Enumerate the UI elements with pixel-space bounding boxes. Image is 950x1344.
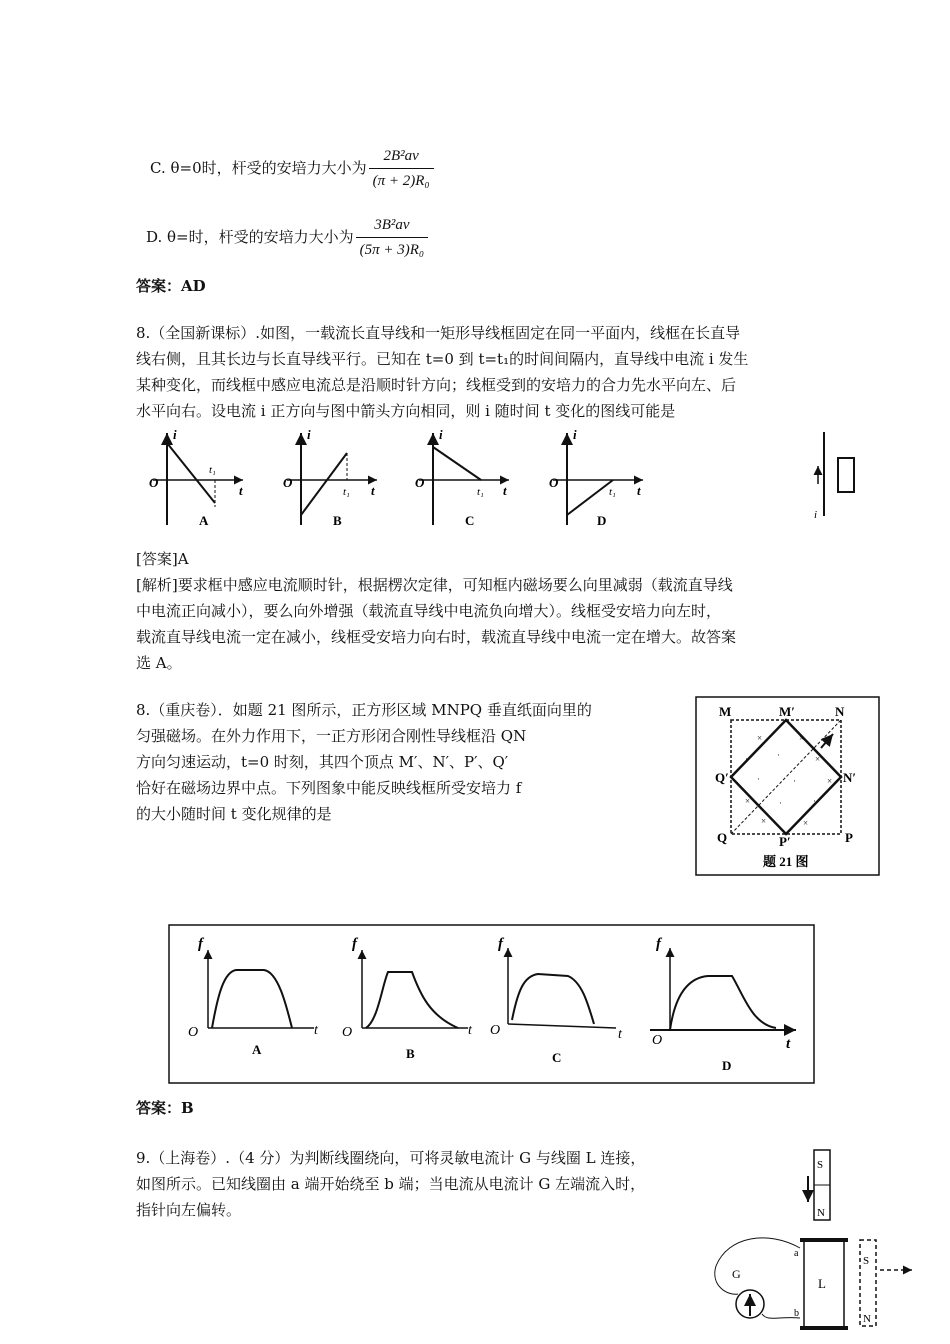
- q8a-c-tick: t₁: [477, 486, 484, 498]
- option-d-numerator: 3B²av: [356, 215, 429, 238]
- q8b-a-label: A: [252, 1042, 262, 1057]
- q8b-line-1: 8.（重庆卷）．如题 21 图所示，正方形区域 MNPQ 垂直纸面向里的: [136, 701, 592, 719]
- q8a-b-origin: O: [283, 475, 293, 490]
- q8b-d-label: D: [722, 1058, 732, 1073]
- q8b-graphs: [168, 924, 815, 1084]
- q9-dashed-magnet-s: S: [863, 1255, 870, 1267]
- fig21-m: M: [719, 704, 732, 719]
- svg-text:·: ·: [777, 750, 780, 760]
- q8a-analysis-3: 载流直导线电流一定在减小，线框受安培力向右时，载流直导线中电流一定在增大。故答案: [136, 628, 737, 646]
- q8a-d-xaxis: t: [637, 483, 641, 498]
- q9-coil-b: b: [794, 1308, 799, 1319]
- q8a-c-origin: O: [415, 475, 425, 490]
- q8a-d-label: D: [597, 513, 607, 528]
- q9-galvanometer-g: G: [732, 1267, 741, 1281]
- q8a-line-1: 8.（全国新课标）.如图，一载流长直导线和一矩形导线框固定在同一平面内，线框在长直导: [136, 324, 741, 342]
- q8b-d-xaxis: t: [786, 1036, 791, 1052]
- svg-text:×: ×: [761, 816, 767, 826]
- q8a-b-label: B: [333, 513, 342, 528]
- option-c-denominator: (π + 2)R₀: [372, 172, 430, 189]
- q8a-d-tick: t₁: [609, 486, 616, 498]
- fig21-p: P: [845, 830, 853, 845]
- q9-magnet-s: S: [817, 1159, 824, 1171]
- q8a-line-2: 线右侧，且其长边与长直导线平行。已知在 t=0 到 t=t₁的时间间隔内，直导线中电流 i 发生: [136, 350, 749, 368]
- fig21-caption: 题 21 图: [763, 854, 809, 869]
- wire-current-label: i: [814, 509, 818, 520]
- q8a-d-origin: O: [549, 475, 559, 490]
- q8b-a-yaxis: f: [198, 936, 203, 952]
- q8b-c-xaxis: t: [618, 1027, 622, 1042]
- svg-text:·: ·: [779, 798, 782, 808]
- q8a-b-yaxis: i: [307, 427, 311, 442]
- q9-line-3: 指针向左偏转。: [136, 1201, 242, 1219]
- q9-line-2: 如图所示。已知线圈由 a 端开始绕至 b 端；当电流从电流计 G 左端流入时，: [136, 1175, 646, 1193]
- fig21-m-prime: M′: [779, 704, 795, 719]
- q9-coil-l: L: [818, 1276, 826, 1291]
- q9-line-1: 9.（上海卷）.（4 分）为判断线圈绕向，可将灵敏电流计 G 与线圈 L 连接，: [136, 1149, 646, 1167]
- q8a-graphs: [135, 425, 655, 535]
- q8b-c-label: C: [552, 1050, 562, 1065]
- q8a-analysis-1: [解析]要求框中感应电流顺时针，根据楞次定律，可知框内磁场要么向里减弱（载流直导线: [136, 576, 733, 594]
- option-c-text: C. θ=0时，杆受的安培力大小为: [150, 159, 367, 177]
- q8b-d-origin: O: [652, 1033, 663, 1048]
- q8a-graph-d: [549, 427, 643, 528]
- q8b-a-origin: O: [188, 1025, 199, 1040]
- q8b-d-yaxis: f: [656, 936, 661, 952]
- q8b-line-4: 恰好在磁场边界中点。下列图象中能反映线框所受安培力 f: [136, 779, 522, 797]
- q8a-graph-b: [283, 427, 377, 528]
- q8a-graph-c: [415, 427, 509, 528]
- q8a-a-tick: t₁: [209, 464, 216, 476]
- q8a-answer: [答案]A: [136, 550, 189, 568]
- fig21-n: N: [835, 704, 845, 719]
- answer-ad: 答案：AD: [136, 277, 206, 295]
- fig21-q-prime: Q′: [715, 770, 729, 785]
- q8b-c-yaxis: f: [498, 936, 503, 952]
- option-d: [146, 212, 428, 262]
- q8a-d-yaxis: i: [573, 427, 577, 442]
- q8a-a-yaxis: i: [173, 427, 177, 442]
- q8a-graph-a: [149, 427, 243, 528]
- q8b-b-origin: O: [342, 1025, 353, 1040]
- option-c: [150, 143, 434, 193]
- svg-text:×: ×: [803, 818, 809, 828]
- option-d-text: D. θ=时，杆受的安培力大小为: [146, 228, 354, 246]
- svg-text:×: ×: [799, 733, 805, 743]
- q8a-c-xaxis: t: [503, 483, 507, 498]
- q8a-c-yaxis: i: [439, 427, 443, 442]
- q8b-line-5: 的大小随时间 t 变化规律的是: [136, 805, 332, 823]
- q8a-a-origin: O: [149, 475, 159, 490]
- q9-coil-a: a: [794, 1248, 799, 1259]
- option-c-numerator: 2B²av: [369, 146, 434, 169]
- q8a-b-xaxis: t: [371, 483, 375, 498]
- svg-text:·: ·: [793, 776, 796, 786]
- q8b-b-xaxis: t: [468, 1023, 472, 1038]
- q8b-c-origin: O: [490, 1023, 501, 1038]
- q9-dashed-magnet-n: N: [863, 1313, 871, 1325]
- q8a-line-3: 某种变化，而线框中感应电流总是沿顺时针方向；线框受到的安培力的合力先水平向左、后: [136, 376, 737, 394]
- option-d-fraction: [356, 215, 429, 260]
- svg-text:×: ×: [745, 796, 751, 806]
- figure-21: [695, 696, 880, 876]
- q8a-c-label: C: [465, 513, 475, 528]
- option-c-fraction: [369, 146, 434, 191]
- q9-magnet-n: N: [817, 1207, 825, 1219]
- q8a-b-tick: t₁: [343, 486, 350, 498]
- q8b-line-2: 匀强磁场。在外力作用下，一正方形闭合刚性导线框沿 QN: [136, 727, 527, 745]
- svg-text:×: ×: [815, 754, 821, 764]
- q8a-line-4: 水平向右。设电流 i 正方向与图中箭头方向相同，则 i 随时间 t 变化的图线可能是: [136, 402, 676, 420]
- wire-frame-figure: [808, 428, 868, 520]
- q8a-analysis-2: 中电流正向减小），要么向外增强（载流直导线中电流负向增大）。线框受安培力向左时，: [136, 602, 722, 620]
- svg-text:·: ·: [813, 796, 816, 806]
- svg-text:×: ×: [757, 733, 763, 743]
- q8b-line-3: 方向匀速运动，t=0 时刻，其四个顶点 M′、N′、P′、Q′: [136, 753, 509, 771]
- svg-text:·: ·: [757, 774, 760, 784]
- q8b-b-label: B: [406, 1046, 415, 1061]
- q9-figure: [708, 1146, 918, 1336]
- q8a-a-label: A: [199, 513, 209, 528]
- option-d-denominator: (5π + 3)R₀: [359, 241, 425, 258]
- q8a-analysis-4: 选 A。: [136, 654, 182, 672]
- q8a-a-xaxis: t: [239, 483, 243, 498]
- fig21-p-prime: P′: [779, 834, 791, 849]
- fig21-q: Q: [717, 830, 728, 845]
- fig21-n-prime: N′: [843, 770, 857, 785]
- q8b-a-xaxis: t: [314, 1023, 318, 1038]
- q8b-answer: 答案：B: [136, 1099, 194, 1117]
- svg-text:×: ×: [827, 776, 833, 786]
- svg-text:·: ·: [745, 754, 748, 764]
- q8b-b-yaxis: f: [352, 936, 357, 952]
